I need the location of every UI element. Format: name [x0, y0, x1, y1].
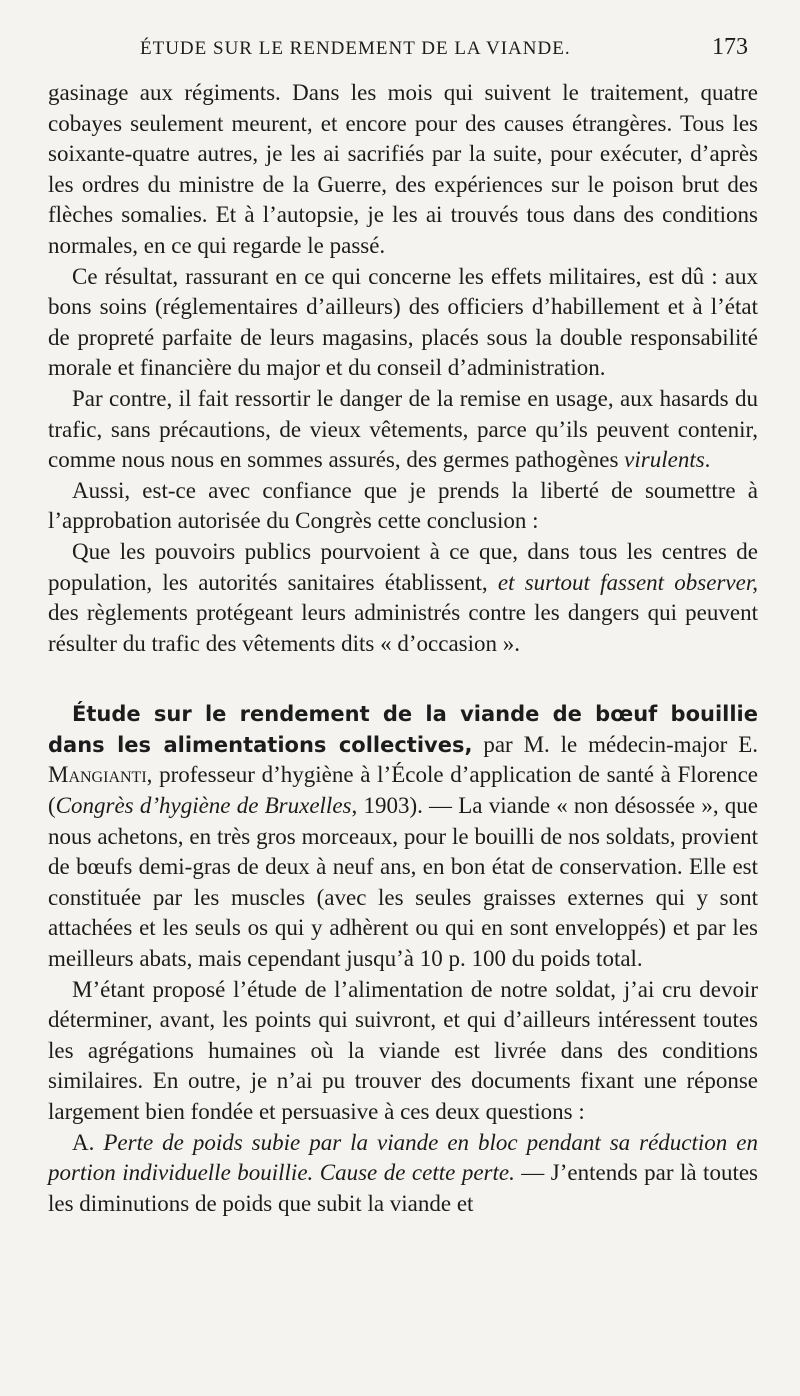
italic-run: Perte de poids subie par la viande en bloc pendant sa réduction en portion individuelle bouillie. Cause de cette perte. — [48, 1129, 758, 1186]
running-head — [0, 30, 800, 66]
section-abstract — [48, 699, 758, 974]
body-text — [48, 78, 758, 1219]
paragraph-purpose: M’étant proposé l’étude de l’alimentation de notre soldat, j’ai cru devoir déterminer, avant, les points qui suivront, et qui d’ailleurs intéressent toutes les agrégations humaines où la viande est livrée dans des conditions similaires. En outre, je n’ai pu trouver des documents fixant une réponse largement bien fondée et persuasive à ces deux questions : — [48, 976, 758, 1124]
italic-run: et surtout fassent observer, — [497, 569, 758, 595]
question-label: A. — [72, 1129, 104, 1155]
text-run: , 1903). — La viande « non désossée », que nous achetons, en très gros morceaux, pour le bouilli de nos soldats, provient de bœufs demi-gras de deux à neuf ans, en bon état de conservation. Elle est constituée par les muscles (avec les seules graisses externes qui y sont attachées et les seuls os qui y adhèrent ou qui en sont enveloppés) et par les meilleurs abats, mais cependant jusqu’à 10 p. 100 du poids total. — [48, 793, 758, 972]
running-title: ÉTUDE SUR LE RENDEMENT DE LA VIANDE. — [140, 38, 571, 59]
text-run: — J’entends par là toutes les diminutions de poids que subit la viande et — [48, 1160, 758, 1216]
paragraph-result: Ce résultat, rassurant en ce qui concerne les effets militaires, est dû : aux bons soins (réglementaires d’ailleurs) des officiers d’habillement et à l’état de propreté parfaite de leurs magasins, placés sous la double responsabilité morale et financière du major et du conseil d’administration. — [48, 263, 758, 381]
text-run: . — [704, 447, 711, 473]
text-run: par M. le médecin-major E. — [472, 731, 758, 757]
paragraph-danger — [48, 384, 758, 476]
text-run: , professeur d’hygiène à l’École d’application de santé à Florence ( — [48, 762, 758, 819]
author-name: Mangianti — [48, 762, 147, 788]
italic-run: virulents — [624, 447, 705, 473]
section-title: Étude sur le rendement de la viande de bœuf bouillie dans les alimentations collectives, — [48, 702, 758, 757]
text-run: des règlements protégeant leurs administrés contre les dangers qui peuvent résulter du trafic des vêtements dits « d’occasion ». — [48, 600, 758, 656]
paragraph-continuation: gasinage aux régiments. Dans les mois qui suivent le traitement, quatre cobayes seulement meurent, et encore pour des causes étrangères. Tous les soixante-quatre autres, je les ai sacrifiés par la suite, pour exécuter, d’après les ordres du ministre de la Guerre, des expériences sur le poison brut des flèches somalies. Et à l’autopsie, je les ai trouvés tous dans des conditions normales, en ce qui regarde le passé. — [48, 80, 758, 258]
text-run: Par contre, il fait ressortir le danger de la remise en usage, aux hasards du trafic, sans précautions, de vieux vêtements, parce qu’ils peuvent contenir, comme nous nous en sommes assurés, des germes pathogènes — [48, 385, 758, 473]
text-run: Que les pouvoirs publics pourvoient à ce que, dans tous les centres de population, les autorités sanitaires établissent, — [48, 538, 758, 595]
paragraph-conclusion-intro: Aussi, est-ce avec confiance que je prends la liberté de soumettre à l’approbation autorisée du Congrès cette conclusion : — [48, 477, 758, 534]
paragraph-question-a — [48, 1128, 758, 1220]
paragraph-conclusion — [48, 537, 758, 659]
page-number: 173 — [712, 34, 748, 60]
italic-run: Congrès d’hygiène de Bruxelles — [55, 793, 352, 819]
